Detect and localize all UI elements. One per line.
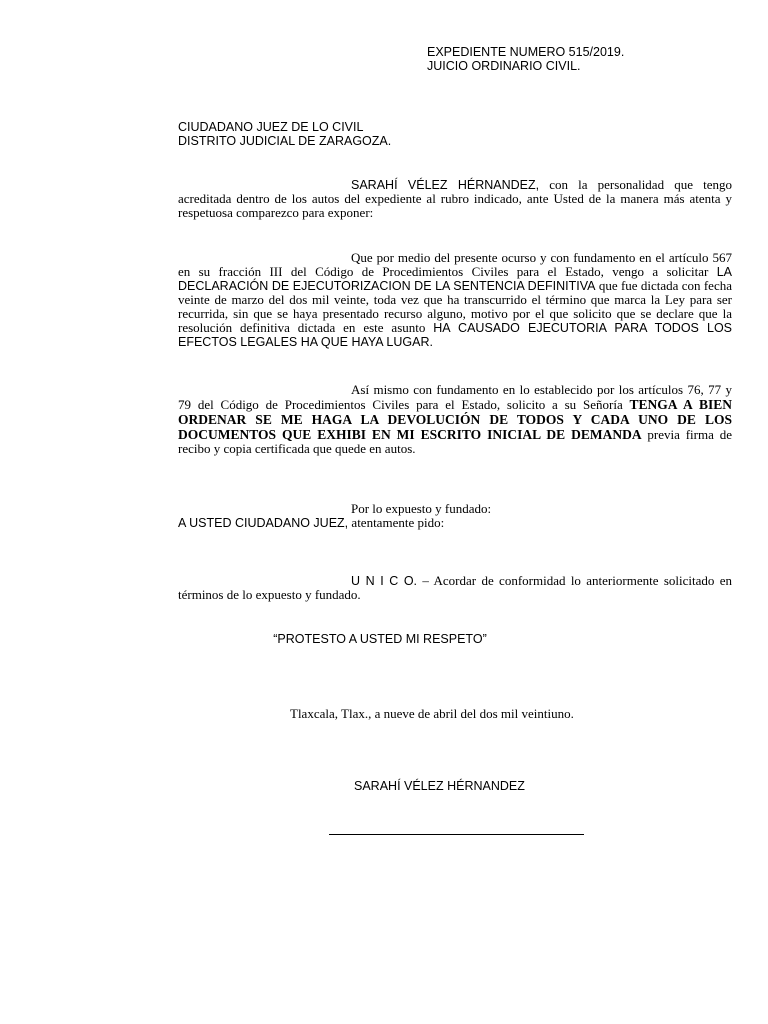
intro-paragraph bbox=[178, 178, 732, 220]
addressee-judge: CIUDADANO JUEZ DE LO CIVIL bbox=[178, 120, 364, 134]
addressee-district: DISTRITO JUDICIAL DE ZARAGOZA. bbox=[178, 134, 392, 148]
return-documents-paragraph bbox=[178, 383, 732, 456]
closing-request: atentamente pido: bbox=[348, 515, 445, 530]
request-conclusion: HA CAUSADO EJECUTORIA PARA TODOS LOS EFECTOS LEGALES HA QUE HAYA LUGAR. bbox=[178, 321, 732, 349]
request-text-2: que fue dictada con fecha veinte de marzo del dos mil veinte, toda vez que ha transcurrido el término que marca la Ley para ser recurrida, sin que se haya presentado recurso alguno, motivo por el que solicito que se declare que la resolución definitiva dictada en este asunto bbox=[178, 278, 732, 335]
return-order-bold: TENGA A BIEN ORDENAR SE ME HAGA LA DEVOLUCIÓN DE TODOS Y CADA UNO DE LOS DOCUMENTOS QUE EXHIBI EN MI ESCRITO INICIAL DE DEMANDA bbox=[178, 397, 732, 442]
closing-line-1: Por lo expuesto y fundado: bbox=[351, 501, 492, 516]
closing-block bbox=[178, 502, 732, 530]
expediente-number: EXPEDIENTE NUMERO 515/2019. bbox=[427, 45, 625, 59]
return-text-1: Así mismo con fundamento en lo establecido por los artículos 76, 77 y 79 del Código de Procedimientos Civiles para el Estado, solicito a su Señoría bbox=[178, 382, 732, 412]
signature-name: SARAHÍ VÉLEZ HÉRNANDEZ bbox=[354, 779, 525, 793]
trial-type: JUICIO ORDINARIO CIVIL. bbox=[427, 59, 581, 73]
petitioner-name: SARAHÍ VÉLEZ HÉRNANDEZ, bbox=[351, 178, 540, 192]
closing-addressee: A USTED CIUDADANO JUEZ, bbox=[178, 516, 349, 530]
intro-text: con la personalidad que tengo acreditada dentro de los autos del expediente al rubro indicado, ante Usted de la manera más atenta y respetuosa comparezco para exponer: bbox=[178, 177, 732, 220]
protest-line: “PROTESTO A USTED MI RESPETO” bbox=[273, 632, 487, 646]
request-declaration: LA DECLARACIÓN DE EJECUTORIZACION DE LA SENTENCIA DEFINITIVA bbox=[178, 265, 732, 293]
place-date: Tlaxcala, Tlax., a nueve de abril del dos mil veintiuno. bbox=[290, 706, 574, 721]
petition-text: – Acordar de conformidad lo anteriormente solicitado en términos de lo expuesto y fundado. bbox=[178, 573, 732, 602]
signature-line bbox=[329, 834, 584, 835]
addressee-block bbox=[178, 120, 391, 148]
closing-line-2 bbox=[178, 516, 732, 530]
request-paragraph bbox=[178, 251, 732, 349]
petition-label: U N I C O. bbox=[351, 574, 418, 588]
return-text-2: previa firma de recibo y copia certificada que quede en autos. bbox=[178, 427, 732, 456]
request-text-1: Que por medio del presente ocurso y con fundamento en el artículo 567 en su fracción III del Código de Procedimientos Civiles para el Estado, vengo a solicitar bbox=[178, 250, 732, 279]
header-block bbox=[427, 45, 624, 73]
petition-paragraph bbox=[178, 574, 732, 602]
